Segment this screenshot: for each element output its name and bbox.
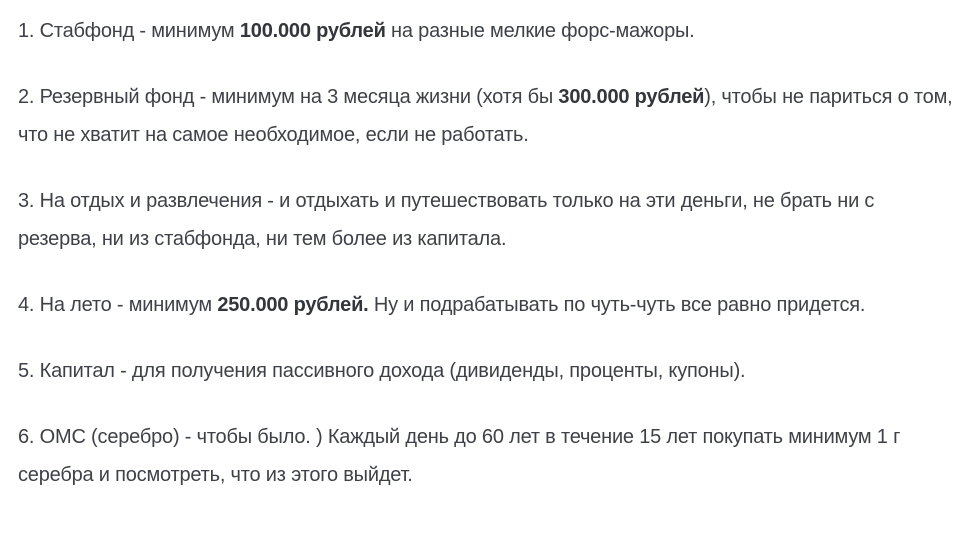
bold-amount-text: 100.000 рублей: [239, 20, 386, 42]
text-segment: 4. На лето - минимум: [18, 294, 218, 316]
list-item: [18, 286, 956, 324]
list-item: [18, 78, 956, 154]
text-segment: 2. Резервный фонд - минимум на 3 месяца жизни (хотя бы: [18, 86, 559, 108]
text-segment: Ну и подрабатывать по чуть-чуть все равно придется.: [368, 294, 866, 316]
bold-amount-text: 250.000 рублей.: [217, 294, 369, 316]
text-segment: ), чтобы не париться о том, что не хватит на самое необходимое, если не работать.: [18, 86, 953, 146]
list-item: [18, 352, 956, 390]
bold-amount-text: 300.000 рублей: [558, 86, 705, 108]
text-segment: 5. Капитал - для получения пассивного дохода (дивиденды, проценты, купоны).: [18, 360, 746, 382]
text-segment: 3. На отдых и развлечения - и отдыхать и путешествовать только на эти деньги, не брать ни с резерва, ни из стабфонда, ни тем более из капитала.: [18, 190, 875, 250]
list-item: [18, 418, 956, 494]
text-segment: 1. Стабфонд - минимум: [18, 20, 240, 42]
list-item: [18, 182, 956, 258]
text-segment: на разные мелкие форс-мажоры.: [385, 20, 695, 42]
list-item: [18, 12, 956, 50]
text-segment: 6. ОМС (серебро) - чтобы было. ) Каждый день до 60 лет в течение 15 лет покупать минимум 1 г серебра и посмотреть, что из этого выйдет.: [18, 426, 901, 486]
